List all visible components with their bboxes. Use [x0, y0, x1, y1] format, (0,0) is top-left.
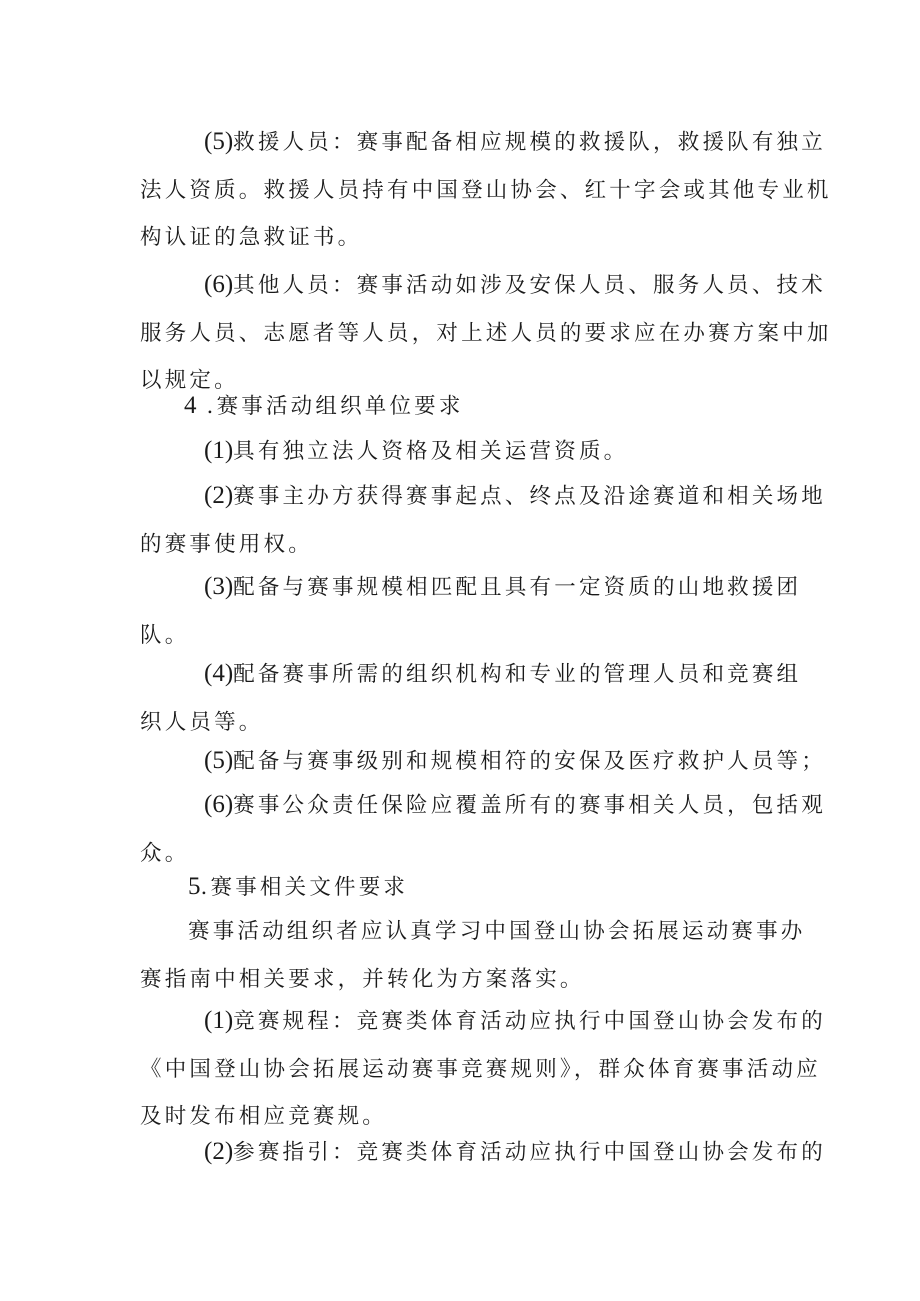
line-text: 竞赛规程：竞赛类体育活动应执行中国登山协会发布的 [233, 1009, 826, 1034]
item-number: (6) [204, 791, 234, 818]
text-line [140, 781, 826, 830]
item-number: (5) [204, 128, 234, 155]
line-text: 配备赛事所需的组织机构和专业的管理人员和竞赛组 [233, 662, 802, 687]
item-number: (1) [204, 1007, 234, 1034]
line-text: 构认证的急救证书。 [140, 225, 363, 251]
line-text: 《中国登山协会拓展运动赛事竞赛规则》，群众体育赛事活动应 [140, 1056, 821, 1082]
text-line [140, 214, 790, 262]
text-line [140, 908, 806, 956]
line-text: 参赛指引：竞赛类体育活动应执行中国登山协会发布的 [233, 1140, 826, 1165]
line-text: 配备与赛事规模相匹配且具有一定资质的山地救援团 [233, 575, 802, 600]
text-line [140, 310, 832, 358]
line-text: 赛事公众责任保险应覆盖所有的赛事相关人员，包括观 [233, 793, 826, 818]
section-4-heading [140, 382, 790, 431]
text-line [140, 427, 790, 476]
paragraph-section-5-intro [140, 908, 806, 1003]
paragraph-req-3 [140, 563, 802, 659]
item-number: (6) [204, 271, 234, 298]
text-line [140, 382, 790, 431]
paragraph-req-2 [140, 472, 826, 568]
line-text: 织人员等。 [140, 709, 264, 735]
line-text: 众。 [140, 840, 190, 866]
text-line [140, 472, 826, 521]
section-number: 4 [184, 392, 197, 419]
line-text: 赛事活动组织者应认真学习中国登山协会拓展运动赛事办 [188, 919, 806, 944]
line-text: 及时发布相应竞赛规。 [140, 1104, 388, 1130]
section-5-heading [140, 863, 790, 912]
line-text: 赛指南中相关要求，并转化为方案落实。 [140, 966, 585, 992]
text-line [140, 863, 790, 912]
line-text: 的赛事使用权。 [140, 531, 313, 557]
line-text: 队。 [140, 622, 190, 648]
item-number: (1) [204, 437, 234, 464]
text-line [140, 737, 826, 786]
item-number: (5) [204, 747, 234, 774]
text-line [140, 1128, 826, 1177]
line-text: 其他人员：赛事活动如涉及安保人员、服务人员、技术 [233, 273, 826, 298]
heading-text: .赛事相关文件要求 [200, 875, 409, 900]
item-number: (3) [204, 573, 234, 600]
paragraph-req-5 [140, 737, 826, 786]
paragraph-req-1 [140, 427, 790, 476]
item-number: (2) [204, 1138, 234, 1165]
text-line [140, 563, 802, 612]
section-number: 5 [188, 873, 201, 900]
heading-text: .赛事活动组织单位要求 [196, 394, 464, 419]
paragraph-req-4 [140, 650, 802, 746]
item-number: (4) [204, 660, 234, 687]
line-text: 赛事主办方获得赛事起点、终点及沿途赛道和相关场地 [233, 484, 826, 509]
paragraph-participation-guide [140, 1128, 826, 1177]
text-line [140, 261, 826, 310]
line-text: 以规定。 [140, 368, 239, 394]
item-number: (2) [204, 482, 234, 509]
paragraph-rescue-personnel [140, 118, 832, 262]
line-text: 法人资质。救援人员持有中国登山协会、红十字会或其他专业机 [140, 177, 832, 203]
text-line [140, 1046, 821, 1094]
text-line [140, 118, 826, 167]
text-line [140, 521, 790, 569]
paragraph-competition-rules [140, 997, 826, 1141]
text-line [140, 997, 826, 1046]
text-line [140, 650, 802, 699]
line-text: 具有独立法人资格及相关运营资质。 [233, 439, 629, 464]
line-text: 救援人员：赛事配备相应规模的救援队，救援队有独立 [233, 130, 826, 155]
line-text: 配备与赛事级别和规模相符的安保及医疗救护人员等； [233, 749, 826, 774]
text-line [140, 167, 832, 215]
line-text: 服务人员、志愿者等人员，对上述人员的要求应在办赛方案中加 [140, 320, 832, 346]
